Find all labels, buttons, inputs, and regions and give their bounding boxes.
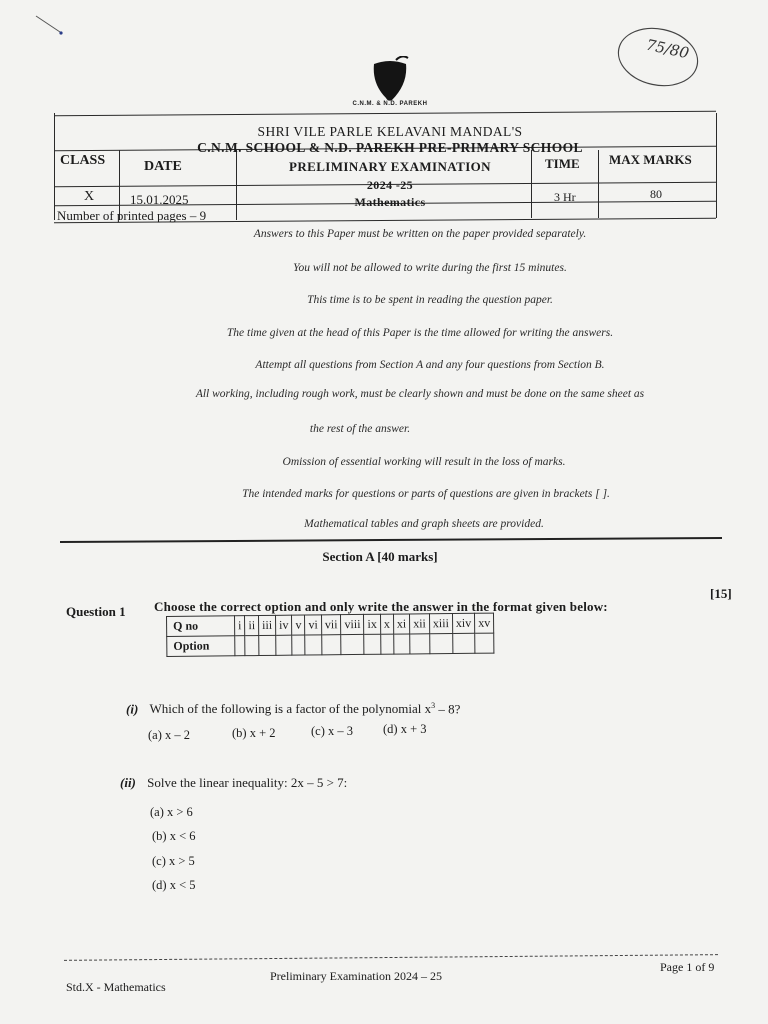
question-i-exponent: 3 [431, 701, 436, 710]
question-i-number: (i) [126, 701, 139, 717]
question-ii [120, 775, 347, 791]
question-i [126, 701, 460, 717]
qno-cell: ix [364, 614, 381, 634]
question-ii-number: (ii) [120, 775, 136, 790]
option-cell [276, 635, 293, 655]
instruction-line: All working, including rough work, must be clearly shown and must be done on the same sheet as [195, 388, 645, 400]
section-title: Section A [40 marks] [322, 549, 438, 564]
question-i-text: Which of the following is a factor of the polynomial x [149, 701, 432, 717]
footer-page-number: Page 1 of 9 [660, 960, 715, 974]
qno-cell: xii [410, 614, 430, 634]
option-cell [245, 636, 259, 656]
qno-cell: xiv [452, 613, 475, 633]
instruction-line: Attempt all questions from Section A and any four questions from Section B. [255, 359, 605, 371]
instruction-line: Omission of essential working will result in the loss of marks. [282, 456, 566, 468]
question-1-marks: [15] [710, 586, 732, 601]
option-cell [364, 634, 381, 654]
class-label: CLASS [60, 153, 106, 168]
qno-cell: vii [321, 615, 341, 635]
school-name: C.N.M. SCHOOL & N.D. PAREKH PRE-PRIMARY SCHOOL [197, 140, 583, 155]
option-cell [380, 634, 393, 654]
option-i-b: (b) x + 2 [232, 726, 276, 740]
instruction-line: The intended marks for questions or parts of questions are given in brackets [ ]. [242, 488, 610, 500]
qno-cell: vi [305, 615, 322, 635]
qno-cell: xv [475, 613, 494, 633]
question-i-text-end: – 8? [435, 701, 461, 717]
option-ii-a: (a) x > 6 [150, 805, 193, 819]
option-cell [321, 635, 341, 655]
option-cell [259, 635, 276, 655]
qno-cell: iii [259, 615, 276, 635]
question-ii-text: Solve the linear inequality: 2x – 5 > 7: [147, 775, 348, 790]
exam-year: 2024 -25 [366, 178, 414, 192]
option-cell [341, 634, 364, 654]
exam-name: PRELIMINARY EXAMINATION [289, 159, 491, 174]
option-cell [235, 636, 246, 656]
option-cell [429, 634, 452, 654]
option-i-d: (d) x + 3 [383, 722, 427, 736]
school-logo [368, 56, 412, 102]
answer-grid [166, 613, 495, 657]
instruction-line: This time is to be spent in reading the question paper. [307, 294, 553, 306]
qno-cell: xiii [429, 614, 452, 634]
instruction-line: Answers to this Paper must be written on the paper provided separately. [253, 228, 587, 240]
printed-pages: Number of printed pages – 9 [57, 208, 207, 223]
qno-cell: iv [276, 615, 293, 635]
instruction-line: the rest of the answer. [309, 423, 411, 435]
qno-cell: v [292, 615, 305, 635]
option-i-a: (a) x – 2 [148, 728, 190, 742]
qno-cell: xi [393, 614, 410, 634]
option-cell [452, 633, 475, 653]
option-cell [292, 635, 305, 655]
option-cell [475, 633, 494, 653]
footer-left: Std.X - Mathematics [66, 980, 166, 994]
time-value: 3 Hr [554, 190, 576, 204]
option-ii-b: (b) x < 6 [152, 829, 196, 843]
section-divider [60, 537, 722, 543]
qno-cell: i [235, 616, 246, 636]
score-circle [606, 13, 711, 101]
qno-cell: x [380, 614, 393, 634]
option-cell [305, 635, 322, 655]
option-cell [410, 634, 430, 654]
instruction-line: Mathematical tables and graph sheets are provided. [304, 518, 544, 530]
instruction-line: The time given at the head of this Paper is the time allowed for writing the answers. [226, 327, 614, 339]
date-value: 15.01.2025 [130, 192, 189, 207]
pen-stroke-mark [34, 12, 68, 38]
max-marks-label: MAX MARKS [609, 152, 692, 167]
class-value: X [84, 189, 95, 204]
instruction-line: You will not be allowed to write during the first 15 minutes. [293, 262, 567, 274]
question-1-label: Question 1 [66, 604, 126, 619]
option-i-c: (c) x – 3 [311, 724, 353, 738]
option-cell [393, 634, 410, 654]
option-ii-d: (d) x < 5 [152, 878, 196, 892]
date-label: DATE [144, 159, 182, 174]
option-ii-c: (c) x > 5 [152, 854, 195, 868]
qno-cell: ii [245, 616, 259, 636]
subject-name: Mathematics [354, 195, 426, 209]
score-text: 75/80 [644, 35, 691, 63]
time-label: TIME [545, 156, 580, 171]
option-header: Option [167, 636, 235, 657]
org-name: SHRI VILE PARLE KELAVANI MANDAL'S [257, 124, 523, 139]
footer-rule [64, 954, 718, 961]
logo-caption: C.N.M. & N.D. PAREKH [352, 101, 428, 107]
max-marks-value: 80 [650, 187, 662, 201]
qno-header: Q no [167, 616, 235, 637]
answer-grid-option-row [167, 633, 494, 656]
question-1-text: Choose the correct option and only write the answer in the format given below: [154, 599, 608, 614]
footer-center: Preliminary Examination 2024 – 25 [270, 969, 442, 983]
qno-cell: viii [341, 614, 364, 634]
